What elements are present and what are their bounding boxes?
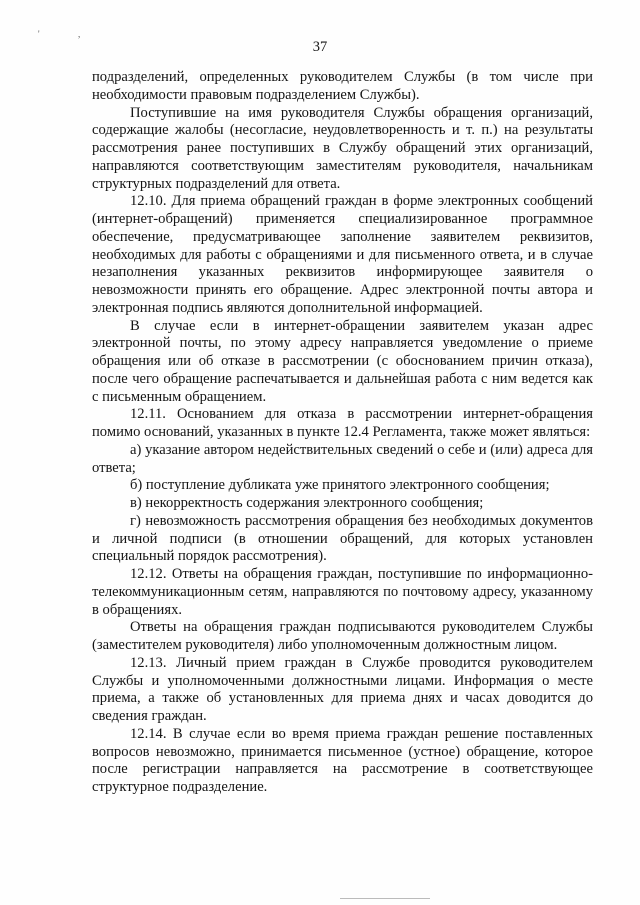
page-number: 37 <box>312 39 328 55</box>
paragraph-12-10: 12.10. Для приема обращений граждан в форме электронных сообщений (интернет-обращений) применяется специализированное программное обеспечение, предусматривающее заполнение заявителем реквизитов, необходимых для работы с обращениями и для письменного ответа, и в случае незаполнения указанных реквизитов информирующее заявителя о невозможности принять его обращение. Адрес электронной почты автора и электронная подпись являются дополнительной информацией. <box>92 193 593 316</box>
paragraph-12-11: 12.11. Основанием для отказа в рассмотрении интернет-обращения помимо оснований, указанных в пункте 12.4 Регламента, также может являться: <box>92 406 593 440</box>
scan-mark: ' <box>38 29 40 39</box>
paragraph-continuation: подразделений, определенных руководителем Службы (в том числе при необходимости правовым подразделением Службы). <box>92 69 593 103</box>
paragraph-answers-signing: Ответы на обращения граждан подписываются руководителем Службы (заместителем руководителя) либо уполномоченным должностным лицом. <box>92 619 593 653</box>
scan-edge-line <box>340 898 430 899</box>
scan-mark: , <box>78 29 81 39</box>
paragraph-12-13: 12.13. Личный прием граждан в Службе проводится руководителем Службы и уполномоченными должностными лицами. Информация о месте приема, а также об установленных для приема днях и часах доводится до сведения граждан. <box>92 654 593 724</box>
document-body <box>92 69 593 797</box>
list-item-b: б) поступление дубликата уже принятого электронного сообщения; <box>130 477 550 494</box>
paragraph-12-14: 12.14. В случае если во время приема граждан решение поставленных вопросов невозможно, принимается письменное (устное) обращение, которое после регистрации направляется на рассмотрение в соответствующее структурное подразделение. <box>92 725 593 795</box>
paragraph-12-12: 12.12. Ответы на обращения граждан, поступившие по информационно-телекоммуникационным сетям, направляются по почтовому адресу, указанному в обращениях. <box>92 566 593 618</box>
list-item-v: в) некорректность содержания электронного сообщения; <box>130 495 484 511</box>
paragraph-email-notification: В случае если в интернет-обращении заявителем указан адрес электронной почты, по этому адресу направляется уведомление о приеме обращения или об отказе в рассмотрении (с обоснованием причин отказа), после чего обращение распечатывается и дальнейшая работа с ним ведется как с письменным обращением. <box>92 317 593 405</box>
list-item-g: г) невозможность рассмотрения обращения без необходимых документов и личной подписи (в отношении обращений, для которых установлен специальный порядок рассмотрения). <box>92 512 593 565</box>
paragraph-complaints-routing: Поступившие на имя руководителя Службы обращения организаций, содержащие жалобы (несогласие, неудовлетворенность и т. п.) на результаты рассмотрения ранее поступивших в Службу обращений этих организаций, направляются соответствующим заместителям руководителя, начальникам структурных подразделений для ответа. <box>92 104 593 192</box>
list-item-a: а) указание автором недействительных сведений о себе и (или) адреса для ответа; <box>92 441 593 476</box>
